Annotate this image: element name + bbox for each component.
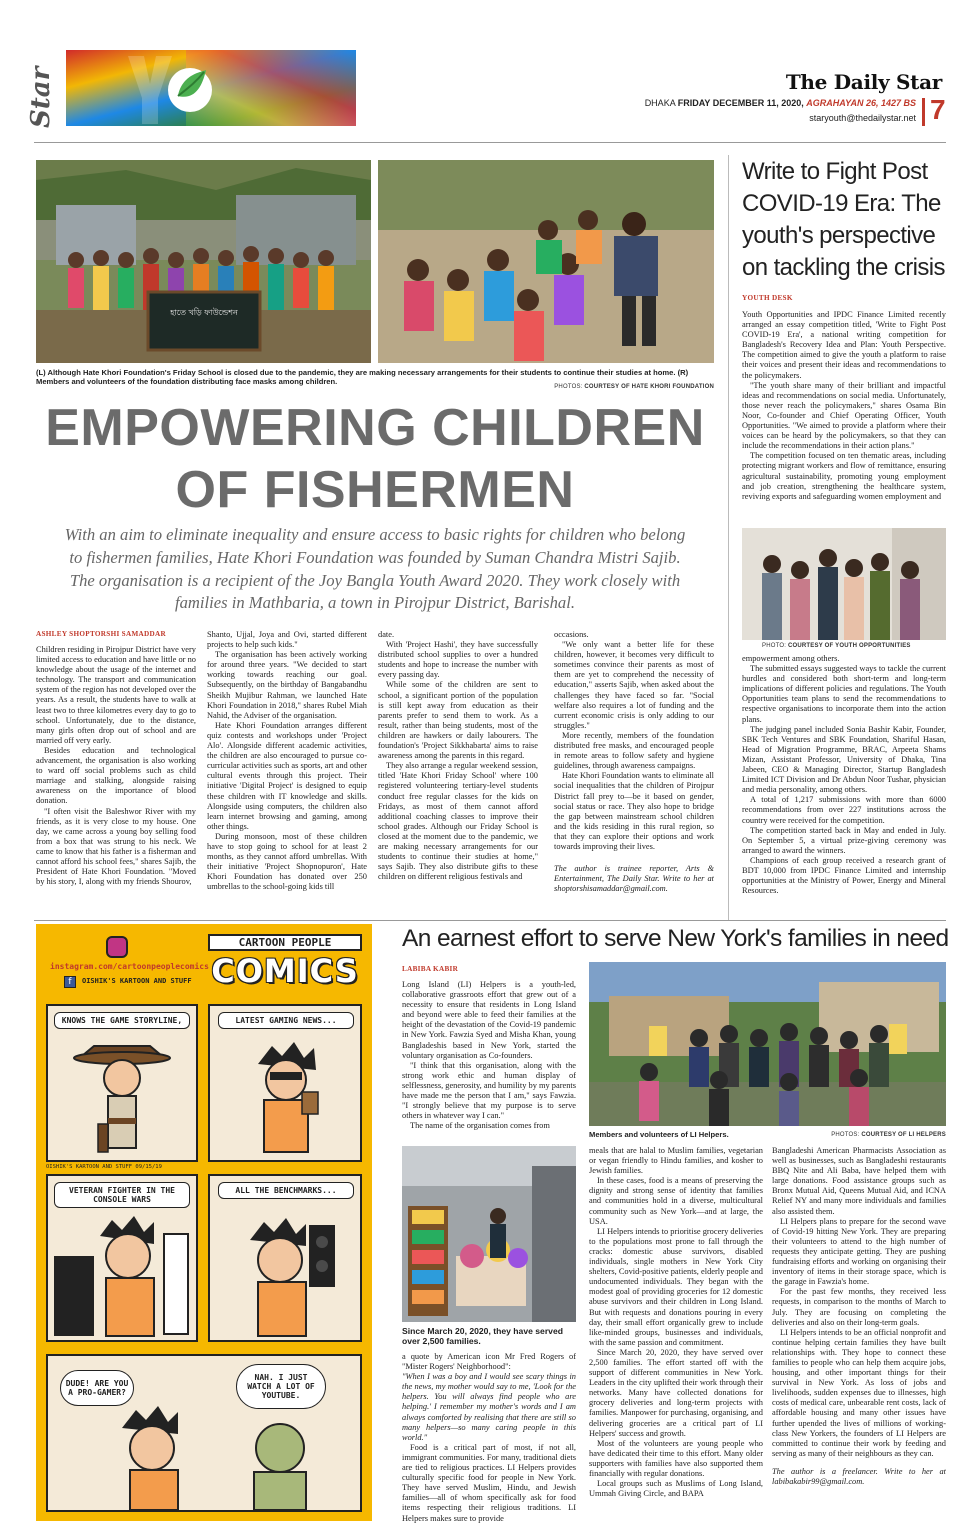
ny-col2-p4: Since March 20, 2020, they have served over 2,500 families. The effort started off with the support of different communities in New York. Leaders in the city uplifted their work through their networks. Many have collected donations for grocery deliveries and long-term projects with families. Manpower for purchasing, organising, and delivering groceries are a critical part of LI Helpers' success and growth. [589, 1347, 763, 1438]
ny-col2-p2: In these cases, food is a means of preserving the dignity and strong sense of identity that families and communities hold in a diverse, multicultural community such as New York—and at large, the USA. [589, 1176, 763, 1226]
ny-col2-p5: Most of the volunteers are young people who have dedicated their time to this effort. Many older supporters with families have also supported them financially with regular donations. [589, 1438, 763, 1478]
ny-col3-p1: Bangladeshi American Pharmacists Association as well as businesses, such as Bangladeshi restaurants BBQ Nite and Ali Baba, have helped them with large donations. Food assistance groups such as Bronx Mutual Aid, Queens Mutual Aid, and ICNA Relief NY and many more individuals and families also assisted them. [772, 1146, 946, 1216]
side-p1: Youth Opportunities and IPDC Finance Limited recently arranged an essay competition titled, 'Write to Fight Post COVID-19 Era', a national writing competition for Bangladesh's Recovery Idea and Plan: Youth Perspective. The competition aimed to give the youth a platform to raise their voices and present their ideas and recommendations to the policymakers. [742, 310, 946, 380]
side-p2: "The youth share many of their brilliant and impactful ideas and recommendations on social media. Unfortunately, those never reach the policymakers," shares Osama Bin Noor, Co-founder and Chief Operating Officer, Youth Opportunities. "We aimed to provide a platform where their voices can be heard by the policymakers, so that they can include the recommendations in their action plans." [742, 380, 946, 451]
main-col3-p4: They also arrange a regular weekend session, titled 'Hate Khori Friday School' where 100 registered volunteering tertiary-level students conduct free regular classes for the kids on Fridays, as most of them cannot afford additional coaching classes to improve their school grades. Although our Friday School is closed at the moment due to the pandemic, we are making necessary arrangements for our students to continue their studies at home," says Sajib. They also distribute gifts to these children on different religious festivals and [378, 761, 538, 882]
ny-col2-p1: meals that are halal to Muslim families, vegetarian or vegan friendly to Hindu families, and kosher to Jewish families. [589, 1146, 763, 1176]
ny-col1c-p1: Food is a critical part of most, if not all, immigrant communities. For many, traditional diets are tied to religious practices. LI Helpers provides culturally specific food for people in New York. They have served Muslim, Hindu, and Jewish families—all of whom specifically ask for food items respecting their religious traditions. LI Helpers makes sure to provide [402, 1442, 576, 1523]
ny-col-1-bottom [402, 1352, 576, 1528]
comic-brand-line1: CARTOON PEOPLE [208, 934, 362, 951]
photo-li-helpers-warehouse [402, 1146, 576, 1322]
comic-instagram-icon [106, 936, 128, 958]
comic-panel-4 [208, 1174, 362, 1342]
ny-col1b-p1: a quote by American icon Mr Fred Rogers of "Mister Rogers' Neighborhood": [402, 1352, 576, 1372]
comic-instagram-handle: instagram.com/cartoonpeoplecomics [50, 962, 209, 971]
page-number-divider [922, 98, 925, 126]
ny-group-credit-source: COURTESY OF LI HELPERS [861, 1132, 946, 1138]
ny-col3-p3: For the past few months, they received less requests, in comparison to the months of March to July. They are focusing on completing the deliveries and also on their long-term goals. [772, 1287, 946, 1327]
ny-byline: LABIBA KABIR [402, 965, 459, 973]
chalkboard-text: হাতে খড়ি ফাউন্ডেশন [170, 308, 238, 317]
main-col2-p1: Shanto, Ujjal, Joya and Ovi, started different projects to help such kids." [207, 630, 367, 650]
dateline-bengali: AGRAHAYAN 26, 1427 BS [806, 98, 916, 108]
main-col4-p2: "We only want a better life for these children, however, it becomes very difficult to sometimes convince their parents as most of them are yet to comprehend the necessity of education," asserts Sajib, when asked about the challenges they have faced so far. "Social welfare also requires a lot of funding and the current economic crisis is only adding to our struggles." [554, 640, 714, 730]
main-headline-line1: EMPOWERING CHILDREN [45, 399, 705, 457]
photo-friday-school [36, 160, 371, 363]
ny-group-caption: Members and volunteers of LI Helpers. [589, 1130, 729, 1139]
main-col4-p4: Hate Khori Foundation wants to eliminate all social inequalities that the children of Pirojpur District fall prey to—be it based on gender, social status or race. They also hope to bridge the gap between mainstream school children and the kids residing in this rural region, so that they can explore their options and work towards improving their lives. [554, 771, 714, 851]
photo-li-helpers-group [589, 962, 946, 1126]
main-photo-caption: (L) Although Hate Khori Foundation's Friday School is closed due to the pandemic, they are making necessary arrangements for their students to continue their studies at home. (R) Members and volunteers of the foundation distributing face masks among children. [36, 368, 689, 387]
ny-author-note: The author is a freelancer. Write to her at labibakabir99@gmail.com. [772, 1466, 946, 1486]
main-photo-credit-label: PHOTOS: [554, 384, 583, 390]
paper-name: The Daily Star [785, 70, 942, 94]
main-col2-p4: During monsoon, most of these children have to stop going to school for at least 2 months, as they cannot afford umbrellas. With their initiative 'Project Shopnopuron', Hate Khori Foundation has donated over 250 umbrellas to the school-going kids till [207, 831, 367, 892]
main-col-2 [207, 630, 367, 938]
main-photo-credit-source: COURTESY OF HATE KHORI FOUNDATION [584, 384, 714, 390]
side-p4: empowerment among others. [742, 654, 840, 663]
main-col2-p3: Hate Khori Foundation arranges different quiz contests and workshops under 'Project Alo'. Alongside different academic activities, the children are also encouraged to pursue co-curricular activities such as sports, art and other cultural events through this project. Their initiative 'Digital Project' is designed to equip these children with IT knowledge and skills. Alongside using computers, the children also learn internet browsing and gaming, among other things. [207, 720, 367, 831]
ny-col-3 [772, 1146, 946, 1528]
ny-group-credit [831, 1132, 946, 1138]
section-rule [34, 920, 946, 921]
side-byline: YOUTH DESK [742, 294, 793, 302]
main-col4-p1: occasions. [554, 630, 589, 639]
comic-panel-5-speech: DUDE! ARE YOU A PRO-GAMER? [60, 1370, 134, 1406]
photo-mask-distribution [378, 160, 714, 363]
ny-col3-p2: LI Helpers plans to prepare for the second wave of Covid-19 hitting New York. They are preparing their volunteers to attend to the high number of requests they anticipate getting. They are pushing fundraising efforts and working on organising their inventory of items in their storage space, which is the garage in Fawzia's home. [772, 1216, 946, 1287]
main-col2-p2: The organisation has been actively working for around three years. "We decided to start working towards reaching our goal. Subsequently, on the birthday of Bangabandhu Sheikh Mujibur Rahman, we launched Hate Khori Foundation in 2018," shares Rubel Miah Nahid, the Adviser of the organisation. [207, 650, 367, 720]
ny-warehouse-caption: Since March 20, 2020, they have served over 2,500 families. [402, 1326, 563, 1346]
side-headline: Write to Fight Post COVID-19 Era: The youth's perspective on tackling the crisis [742, 158, 945, 281]
comic-panel-3-caption: VETERAN FIGHTER IN THE CONSOLE WARS [54, 1182, 190, 1208]
ny-col1-p2: "I think that this organisation, along with the strong work ethic and human display of selflessness, generosity, and humility by my parents have made me the person that I am," says Fawzia. "I strongly believe that my purpose is to serve others in whatever way I can." [402, 1060, 576, 1121]
main-standfirst: With an aim to eliminate inequality and ensure access to basic rights for children who belong to fishermen families, Hate Khori Foundation was founded by Suman Chandra Mistri Sajib. The organisation is a recipient of the Joy Bangla Youth Award 2020. They work closely with families in Mathbaria, a town in Pirojpur District, Barishal. [64, 525, 686, 613]
contact-email: staryouth@thedailystar.net [809, 113, 916, 123]
main-byline: ASHLEY SHOPTORSHI SAMADDAR [36, 630, 167, 638]
photo-youth-opportunities-team [742, 528, 946, 640]
main-photo-credit [554, 384, 714, 390]
comic-panel-6-speech: NAH. I JUST WATCH A LOT OF YOUTUBE. [236, 1364, 326, 1409]
main-col1-p3: "I often visit the Baleshwor River with my friends, as it is very close to my house. One day, we came across a young boy selling food from a box that was strung to his neck. We came to know that his father is a fisherman and cannot afford his school fees," shares Sajib, the President of Hate Khori Foundation. "Moved by his story, I, along with my friends Shourov, [36, 806, 196, 887]
comic-panel-4-caption: ALL THE BENCHMARKS... [218, 1182, 354, 1199]
ny-headline: An earnest effort to serve New York's families in need [402, 925, 949, 952]
ny-col2-p6: Local groups such as Muslims of Long Island, Ummah Giving Circle, and BAPA [589, 1479, 763, 1499]
ny-col-2 [589, 1146, 763, 1528]
main-col3-p2: With 'Project Hashi', they have successfully distributed school supplies to over a hundred students and hope to increase the number with every passing day. [378, 640, 538, 680]
side-photo-credit-label: PHOTO: [762, 643, 787, 649]
side-p3: The competition focused on ten thematic areas, including protecting migrant workers and flow of remittance, ensuring agricultural sustainability, promoting young employment and job creation, strengthening the healthcare system, reviving exports and safeguarding women employment and [742, 451, 946, 501]
comic-brand-line2: COMICS [211, 952, 359, 990]
ny-quote: "When I was a boy and I would see scary things in the news, my mother would say to me, 'Look for the helpers. You will always find people who are helping.' I remember my mother's words and I am always comforted by realising that there are still so many helpers—so many caring people in this world." [402, 1372, 576, 1442]
side-photo-credit-source: COURTESY OF YOUTH OPPORTUNITIES [787, 643, 911, 649]
side-p5: The submitted essays suggested ways to tackle the current hurdles and considered both short-term and long-term implications of different policies and regulations. The Youth Opportunities team plans to send the recommendations to respective organisations to incorporate them into the action plans. [742, 664, 946, 724]
ny-col2-p3: LI Helpers intends to prioritise grocery deliveries to the populations most prone to fall through the cracks: domestic abuse survivors, disabled individuals, single mothers in New York City shelters, Covid-positive patients, elderly people and undocumented individuals. They began with the modest goal of providing groceries for 12 domestic abuse survivors and their children in Long Island. But with requests and donations pouring in every day, their small effort organically grew to include like-minded groups, businesses and individuals, with the same passion and commitment. [589, 1226, 763, 1347]
masthead-rule [34, 142, 946, 143]
youth-logo [66, 44, 356, 128]
ny-col3-p4: LI Helpers intends to be an official nonprofit and continue helping certain families they have built relationships with. They hope to connect these families to people who can help them acquire jobs, housing, and other important things for their survival in New York. As loss of jobs and livelihoods, sudden expenses due to illnesses, high costs of medical care, unbearable rent costs, lack of affordable housing and many other issues have further upended the lives of millions of working-class New Yorkers, the founders of LI Helpers are committed to continue their work by feeding and serving as many of their neighbours as they can. [772, 1327, 946, 1458]
comic-strip [36, 924, 372, 1521]
side-p8: The competition started back in May and ended in July. On September 5, a virtual prize-giving ceremony was arranged to award the winners. [742, 825, 946, 855]
dateline-city: DHAKA [644, 98, 676, 108]
main-col-4 [554, 630, 714, 938]
main-col3-p1: date. [378, 630, 395, 639]
ny-col1-p1: Long Island (LI) Helpers is a youth-led, collaborative grassroots effort that grew out of a necessity to ensure that residents in Long Island and beyond were able to feed their families at the height of the devastation of the Covid-19 pandemic in New York. Fawzia Syed and Misha Khan, young Bangladeshis based in New York, started the voluntary organisation as Co-founders. [402, 980, 576, 1060]
comic-facebook-icon: f [64, 976, 76, 988]
side-p6: The judging panel included Sonia Bashir Kabir, Founder, SBK Tech Ventures and SBK Foundation, Shariful Hasan, Head of Migration Programme, BRAC, Arpeeta Shams Mizan, Assistant Professor, University of Dhaka, Tina Jabeen, CEO & Managing Director, Startup Bangladesh Limited ICT Division and Dr Abdun Noor Tushar, physician and media personality, among others. [742, 724, 946, 795]
comic-facebook-handle: OISHIK'S KARTOON AND STUFF [82, 977, 192, 985]
masthead [0, 0, 980, 140]
comic-panel-2-caption: LATEST GAMING NEWS... [218, 1012, 354, 1029]
page-number: 7 [930, 94, 946, 125]
ny-col1-p3: The name of the organisation comes from [410, 1121, 550, 1131]
main-col-3 [378, 630, 538, 938]
side-photo-credit [762, 643, 911, 649]
comic-panel-1-caption: KNOWS THE GAME STORYLINE, [54, 1012, 190, 1029]
dateline [645, 98, 916, 108]
side-p7: A total of 1,217 submissions with more than 6000 recommendations from over 227 institutions across the country were received for the competition. [742, 795, 946, 825]
main-col4-p3: More recently, members of the foundation distributed free masks, and encouraged people in remote areas to follow safety and hygiene guidelines, through awareness campaigns. [554, 730, 714, 771]
main-col1-p2: Besides education and technological advancement, the organisation is also working to ward off social problems such as child marriage and stalking, alongside raising awareness on the importance of blood donation. [36, 745, 196, 806]
side-col-part1 [742, 310, 946, 519]
main-col1-p1: Children residing in Pirojpur District have very limited access to education and have little or no knowledge about the usage of the internet and technology. The transport and communication system of the region has not developed over the years. As a result, the students have to walk at least two to three kilometres every day to go to school. Unfortunately, due to the distance, many girls often drop out of school and are married off very early. [36, 645, 196, 745]
side-p9: Champions of each group received a research grant of BDT 10,000 from IPDC Finance Limited and internship opportunities at the Ministry of Power, Energy and Mineral Resources. [742, 855, 946, 896]
main-headline-line2: OF FISHERMEN [175, 461, 575, 519]
main-col-1 [36, 645, 196, 938]
ny-col-1-top [402, 980, 576, 1142]
side-column-rule [728, 155, 729, 920]
star-wordmark: Star [26, 66, 56, 128]
ny-group-credit-label: PHOTOS: [831, 1132, 860, 1138]
main-author-note: The author is trainee reporter, Arts & Entertainment, The Daily Star. Write to her at shoptorshisamaddar@gmail.com. [554, 864, 714, 894]
main-col3-p3: While some of the children are sent to school, a significant portion of the population is still kept away from education as their parents prefer to send them to work. As a result, rather than being students, most of the children are hawkers or daily labourers. The foundation's 'Project Sikkhabarta' aims to raise awareness among the parents in this regard. [378, 680, 538, 761]
dateline-date: FRIDAY DECEMBER 11, 2020, [677, 98, 804, 108]
comic-signature: OISHIK'S KARTOON AND STUFF 09/15/19 [46, 1164, 162, 1170]
side-col-part2 [742, 654, 946, 929]
